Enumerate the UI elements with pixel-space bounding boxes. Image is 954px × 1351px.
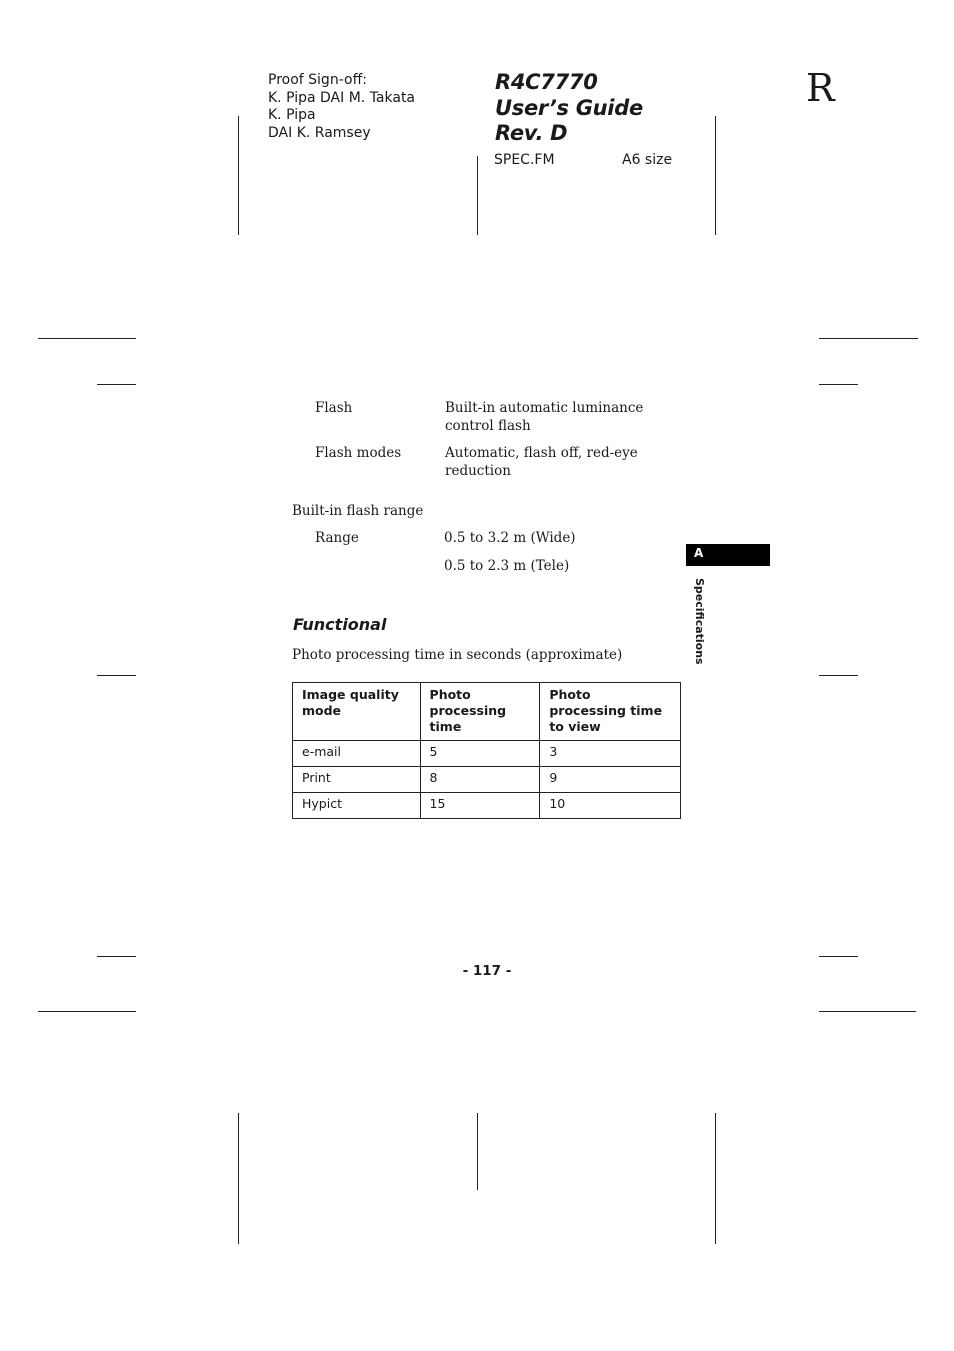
proof-line: DAI K. Ramsey [268, 124, 371, 141]
flash-value-line: control flash [445, 418, 531, 434]
crop-mark [477, 156, 478, 235]
proof-line: Proof Sign-off: [268, 72, 367, 88]
title-line: User’s Guide [495, 95, 643, 120]
range-value-tele: 0.5 to 2.3 m (Tele) [444, 558, 570, 574]
crop-mark [238, 116, 239, 235]
flash-modes-label: Flash modes [315, 445, 402, 461]
crop-mark [238, 1113, 239, 1244]
crop-mark [819, 956, 858, 957]
title-line: Rev. D [495, 121, 568, 145]
table-row [293, 793, 681, 819]
table-cell: 8 [420, 767, 540, 793]
chapter-label: Specifications [693, 578, 706, 665]
crop-mark [97, 675, 136, 676]
flash-modes-value [445, 444, 638, 480]
page-number: - 117 - [462, 963, 512, 979]
range-value-wide: 0.5 to 3.2 m (Wide) [444, 530, 576, 546]
table-cell: Hypict [293, 793, 421, 819]
flash-range-heading: Built-in flash range [292, 503, 424, 519]
chapter-letter: A [694, 546, 704, 560]
crop-mark [97, 384, 136, 385]
crop-mark [819, 1011, 916, 1012]
table-row [293, 767, 681, 793]
file-name: SPEC.FM [494, 152, 555, 168]
flash-value [445, 399, 643, 435]
section-intro: Photo processing time in seconds (approximate) [292, 647, 623, 663]
proof-line: K. Pipa [268, 107, 316, 123]
flash-value-line: Built-in automatic luminance [445, 400, 644, 416]
flash-modes-line: Automatic, flash off, red-eye [445, 445, 638, 461]
crop-mark [97, 956, 136, 957]
crop-mark [38, 1011, 136, 1012]
table-cell: 5 [420, 741, 540, 767]
flash-modes-line: reduction [445, 463, 511, 479]
crop-mark [819, 384, 858, 385]
crop-mark [38, 338, 136, 339]
column-header: Photo processing time [420, 683, 540, 741]
title-line: R4C7770 [495, 70, 598, 94]
column-header: Image quality mode [293, 683, 421, 741]
registration-mark: R [806, 66, 835, 110]
table-cell: 9 [540, 767, 681, 793]
table-header-row [293, 683, 681, 741]
document-title [495, 70, 643, 147]
page-size: A6 size [622, 152, 673, 168]
table-cell: 15 [420, 793, 540, 819]
table-cell: 3 [540, 741, 681, 767]
proof-signoff [268, 72, 415, 142]
range-label: Range [315, 530, 359, 546]
table-cell: 10 [540, 793, 681, 819]
crop-mark [819, 675, 858, 676]
table-cell: Print [293, 767, 421, 793]
crop-mark [477, 1113, 478, 1190]
table-row [293, 741, 681, 767]
flash-label: Flash [315, 400, 353, 416]
crop-mark [715, 116, 716, 235]
crop-mark [715, 1113, 716, 1244]
column-header: Photo processing time to view [540, 683, 681, 741]
section-heading: Functional [293, 615, 387, 634]
crop-mark [819, 338, 918, 339]
proof-line: K. Pipa DAI M. Takata [268, 89, 416, 106]
processing-time-table [292, 682, 681, 819]
chapter-tab [686, 544, 770, 566]
table-cell: e-mail [293, 741, 421, 767]
